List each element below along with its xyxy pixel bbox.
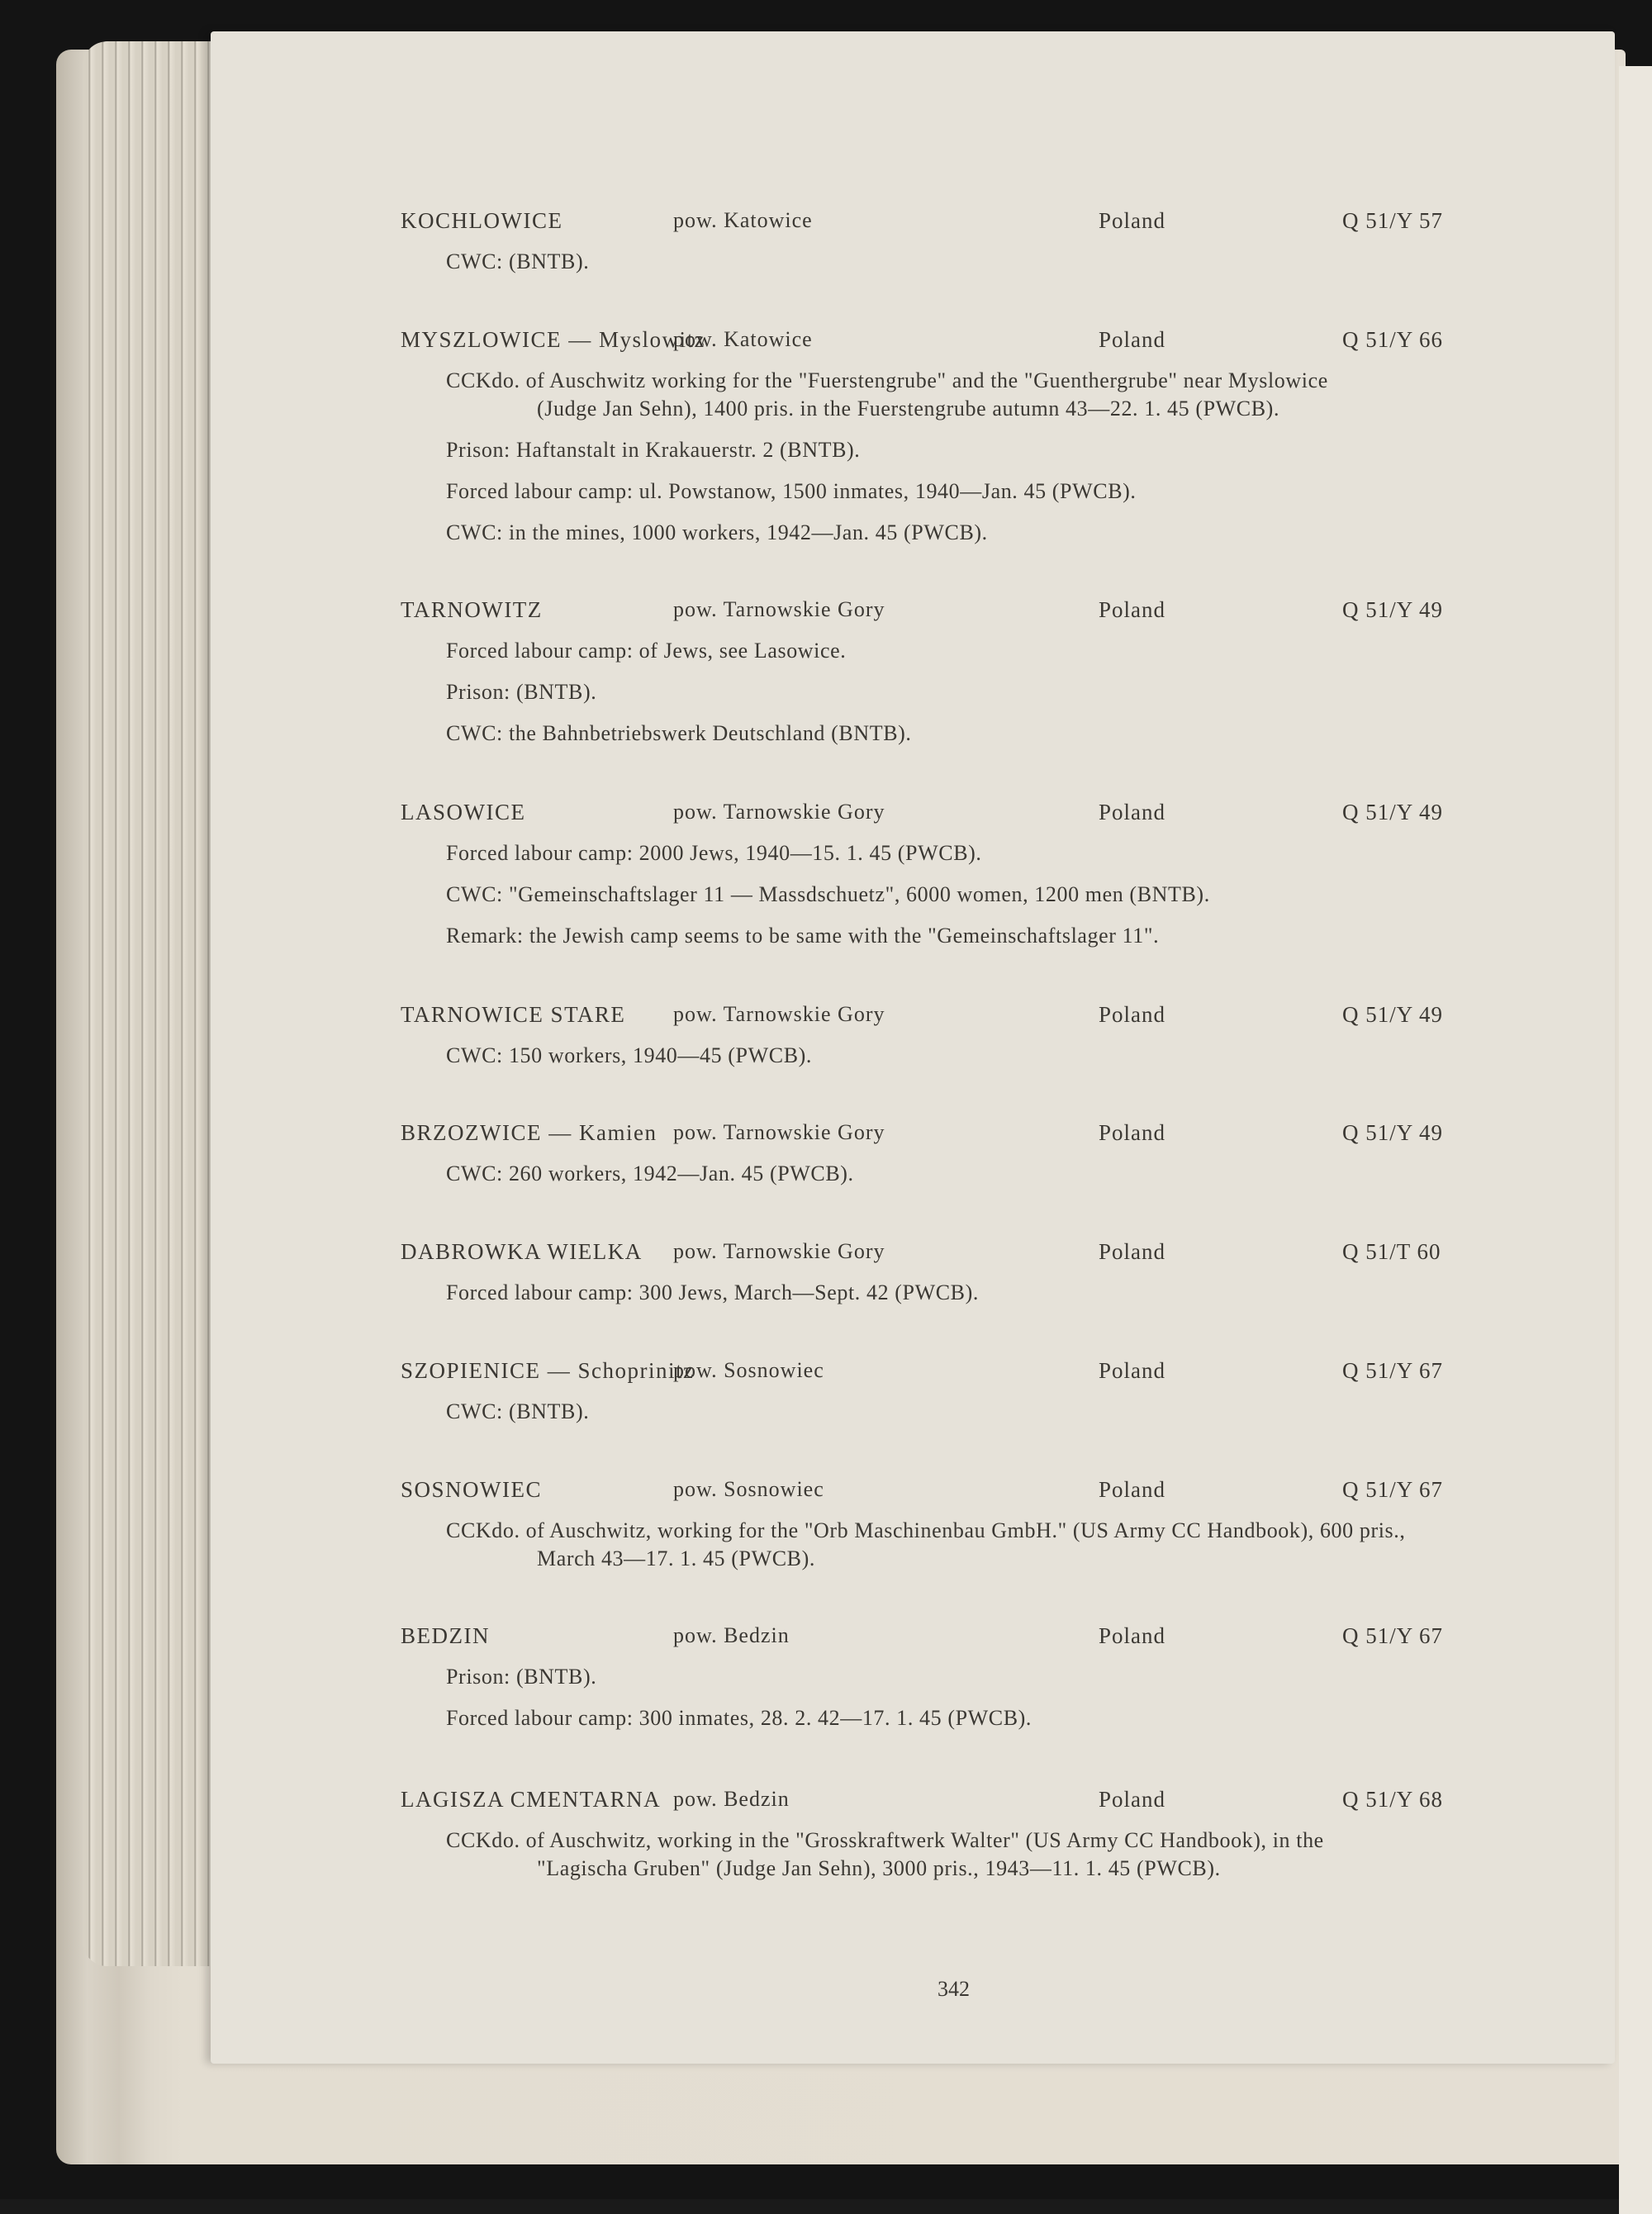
country-name: Poland: [1099, 1623, 1166, 1648]
county-name: pow. Sosnowiec: [673, 1477, 824, 1501]
grid-reference: Q 51/Y 49: [1342, 1120, 1443, 1145]
entry-detail-text: Prison: (BNTB).: [446, 680, 597, 704]
entry-heading: [211, 1358, 1615, 1391]
gazetteer-entry: [211, 1477, 1615, 1580]
county-name: pow. Tarnowskie Gory: [673, 1002, 885, 1026]
entry-detail-continuation: "Lagischa Gruben" (Judge Jan Sehn), 3000 pris., 1943—11. 1. 45 (PWCB).: [537, 1856, 1221, 1880]
country-name: Poland: [1099, 1120, 1166, 1145]
county-name: pow. Bedzin: [673, 1787, 790, 1811]
county-name: pow. Katowice: [673, 327, 813, 351]
entry-detail-text: CWC: (BNTB).: [446, 249, 590, 273]
page-number: 342: [938, 1977, 970, 2001]
county-name: pow. Tarnowskie Gory: [673, 1120, 885, 1144]
grid-reference: Q 51/Y 49: [1342, 597, 1443, 622]
entry-detail-line: [211, 630, 1615, 672]
entry-detail-text: Prison: (BNTB).: [446, 1665, 597, 1689]
place-name: BRZOZWICE — Kamien: [401, 1120, 657, 1145]
entry-detail-text: Forced labour camp: 300 Jews, March—Sept. 42 (PWCB).: [446, 1280, 979, 1304]
entry-detail-text: CWC: 150 workers, 1940—45 (PWCB).: [446, 1043, 812, 1067]
county-name: pow. Tarnowskie Gory: [673, 597, 885, 621]
entry-detail-line: [211, 713, 1615, 754]
county-name: pow. Katowice: [673, 208, 813, 232]
gazetteer-entry: [211, 597, 1615, 754]
grid-reference: Q 51/Y 67: [1342, 1623, 1443, 1648]
entry-detail-text: CCKdo. of Auschwitz working for the "Fuerstengrube" and the "Guenthergrube" near Myslowice: [446, 368, 1328, 392]
place-name: KOCHLOWICE: [401, 208, 563, 233]
entry-heading: [211, 1787, 1615, 1820]
country-name: Poland: [1099, 1002, 1166, 1027]
country-name: Poland: [1099, 327, 1166, 352]
entry-detail-text: Forced labour camp: 300 inmates, 28. 2. 42—17. 1. 45 (PWCB).: [446, 1706, 1032, 1730]
entry-detail-text: CWC: "Gemeinschaftslager 11 — Massdschuetz", 6000 women, 1200 men (BNTB).: [446, 882, 1210, 906]
entry-detail-text: CCKdo. of Auschwitz, working in the "Grosskraftwerk Walter" (US Army CC Handbook), in the: [446, 1828, 1324, 1852]
country-name: Poland: [1099, 1239, 1166, 1264]
entry-detail-line: [211, 471, 1615, 512]
entry-detail-text: Forced labour camp: of Jews, see Lasowice.: [446, 639, 847, 663]
facing-page-edge: [1619, 66, 1652, 2214]
place-name: MYSZLOWICE — Myslowitz: [401, 327, 705, 352]
page-content: [211, 31, 1615, 2064]
place-name: LASOWICE: [401, 800, 526, 824]
entry-detail-continuation: March 43—17. 1. 45 (PWCB).: [537, 1546, 815, 1570]
grid-reference: Q 51/Y 49: [1342, 1002, 1443, 1027]
place-name: SZOPIENICE — Schoprinitz: [401, 1358, 695, 1383]
gazetteer-entry: [211, 1002, 1615, 1076]
entry-detail-line: [211, 1510, 1520, 1580]
entry-heading: [211, 597, 1615, 630]
grid-reference: Q 51/Y 68: [1342, 1787, 1443, 1812]
entry-heading: [211, 1120, 1615, 1153]
entry-heading: [211, 1002, 1615, 1035]
entry-heading: [211, 1239, 1615, 1272]
entry-heading: [211, 327, 1615, 360]
grid-reference: Q 51/Y 49: [1342, 800, 1443, 824]
place-name: TARNOWICE STARE: [401, 1002, 626, 1027]
gazetteer-entry: [211, 1358, 1615, 1432]
country-name: Poland: [1099, 1477, 1166, 1502]
county-name: pow. Tarnowskie Gory: [673, 1239, 885, 1263]
country-name: Poland: [1099, 208, 1166, 233]
entry-detail-text: CCKdo. of Auschwitz, working for the "Orb Maschinenbau GmbH." (US Army CC Handbook), 600 pris.,: [446, 1518, 1406, 1542]
entry-detail-line: [211, 672, 1615, 713]
country-name: Poland: [1099, 597, 1166, 622]
entry-detail-line: [211, 833, 1615, 874]
entry-detail-line: [211, 512, 1615, 554]
county-name: pow. Sosnowiec: [673, 1358, 824, 1382]
entry-detail-continuation: (Judge Jan Sehn), 1400 pris. in the Fuerstengrube autumn 43—22. 1. 45 (PWCB).: [537, 397, 1280, 420]
entry-detail-line: [211, 915, 1615, 957]
gazetteer-entry: [211, 1623, 1615, 1739]
entry-detail-text: CWC: 260 workers, 1942—Jan. 45 (PWCB).: [446, 1162, 854, 1185]
entry-heading: [211, 1477, 1615, 1510]
gazetteer-entry: [211, 1239, 1615, 1314]
entry-detail-line: [211, 1272, 1615, 1314]
county-name: pow. Bedzin: [673, 1623, 790, 1647]
entry-detail-text: Forced labour camp: 2000 Jews, 1940—15. 1. 45 (PWCB).: [446, 841, 982, 865]
place-name: SOSNOWIEC: [401, 1477, 543, 1502]
grid-reference: Q 51/Y 66: [1342, 327, 1443, 352]
entry-detail-text: Forced labour camp: ul. Powstanow, 1500 inmates, 1940—Jan. 45 (PWCB).: [446, 479, 1137, 503]
entry-detail-line: [211, 1656, 1615, 1698]
country-name: Poland: [1099, 1358, 1166, 1383]
grid-reference: Q 51/Y 57: [1342, 208, 1443, 233]
gazetteer-entry: [211, 208, 1615, 283]
entry-detail-text: Prison: Haftanstalt in Krakauerstr. 2 (BNTB).: [446, 438, 861, 462]
place-name: TARNOWITZ: [401, 597, 543, 622]
entry-heading: [211, 1623, 1615, 1656]
entry-detail-line: [211, 1153, 1615, 1195]
county-name: pow. Tarnowskie Gory: [673, 800, 885, 824]
country-name: Poland: [1099, 800, 1166, 824]
book-page: [211, 31, 1615, 2064]
entry-detail-line: [211, 241, 1615, 283]
country-name: Poland: [1099, 1787, 1166, 1812]
entry-detail-line: [211, 1698, 1615, 1739]
entry-detail-text: CWC: in the mines, 1000 workers, 1942—Jan. 45 (PWCB).: [446, 520, 988, 544]
entry-detail-line: [211, 1035, 1615, 1076]
entry-heading: [211, 208, 1615, 241]
grid-reference: Q 51/Y 67: [1342, 1358, 1443, 1383]
entry-heading: [211, 800, 1615, 833]
entry-detail-line: [211, 430, 1615, 471]
entry-detail-text: Remark: the Jewish camp seems to be same with the "Gemeinschaftslager 11".: [446, 924, 1160, 948]
grid-reference: Q 51/Y 67: [1342, 1477, 1443, 1502]
gazetteer-entry: [211, 800, 1615, 957]
place-name: DABROWKA WIELKA: [401, 1239, 643, 1264]
gazetteer-entry: [211, 327, 1615, 554]
grid-reference: Q 51/T 60: [1342, 1239, 1441, 1264]
entry-detail-line: [211, 874, 1615, 915]
gazetteer-entry: [211, 1120, 1615, 1195]
book-page-edges: [83, 41, 223, 1966]
place-name: BEDZIN: [401, 1623, 490, 1648]
place-name: LAGISZA CMENTARNA: [401, 1787, 662, 1812]
entry-detail-text: CWC: (BNTB).: [446, 1399, 590, 1423]
entry-detail-line: [211, 1391, 1615, 1432]
entry-detail-line: [211, 1820, 1520, 1889]
gazetteer-entry: [211, 1787, 1615, 1889]
entry-detail-line: [211, 360, 1520, 430]
entry-detail-text: CWC: the Bahnbetriebswerk Deutschland (BNTB).: [446, 721, 912, 745]
